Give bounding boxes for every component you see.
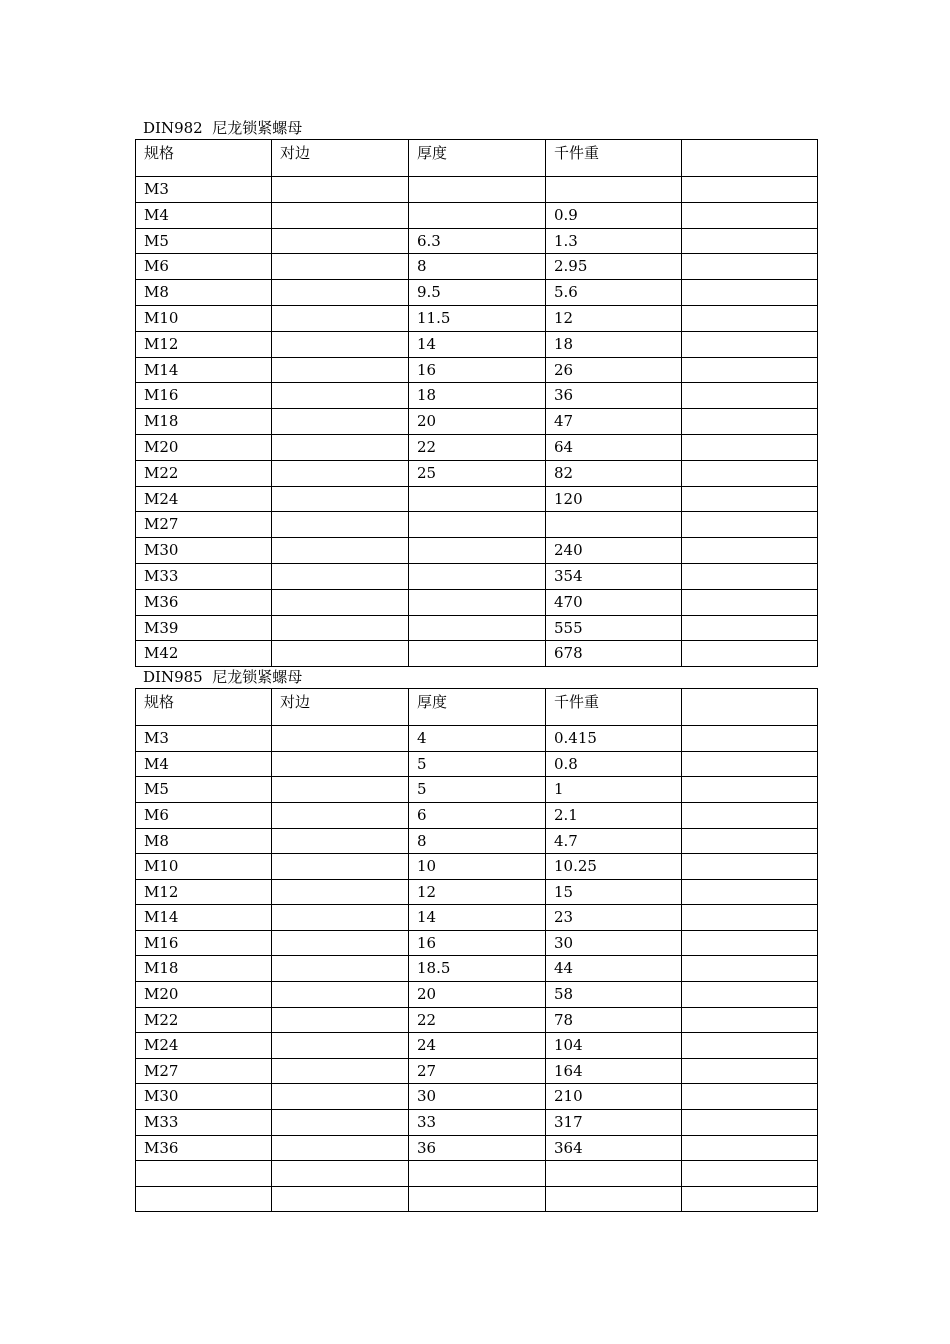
table-cell (272, 177, 409, 203)
table-cell (272, 982, 409, 1008)
table-cell: 23 (546, 905, 682, 931)
table-cell: 24 (409, 1033, 546, 1059)
table-cell: 470 (546, 589, 682, 615)
table-cell (272, 905, 409, 931)
table-cell (272, 802, 409, 828)
table-cell (272, 726, 409, 752)
table-cell: 27 (409, 1058, 546, 1084)
table-cell (272, 930, 409, 956)
table-cell (682, 357, 818, 383)
table-cell: 12 (546, 305, 682, 331)
table-cell (272, 305, 409, 331)
table-cell (409, 615, 546, 641)
table-cell: M18 (136, 409, 272, 435)
table-cell: 44 (546, 956, 682, 982)
table-cell (682, 177, 818, 203)
table-cell (546, 177, 682, 203)
table-cell (272, 460, 409, 486)
table-row (136, 409, 818, 435)
table-row (136, 1033, 818, 1059)
table-cell (682, 512, 818, 538)
table-cell: M24 (136, 486, 272, 512)
table-row (136, 460, 818, 486)
table-cell (272, 538, 409, 564)
table-cell (272, 777, 409, 803)
table-cell: M20 (136, 982, 272, 1008)
table-cell: M4 (136, 751, 272, 777)
table-cell: 678 (546, 641, 682, 667)
table-row (136, 879, 818, 905)
table-cell (272, 1186, 409, 1212)
table-cell (682, 486, 818, 512)
table-row (136, 254, 818, 280)
table-cell: M10 (136, 854, 272, 880)
table-cell: 36 (546, 383, 682, 409)
table-row (136, 615, 818, 641)
table-cell (682, 280, 818, 306)
table-row (136, 1007, 818, 1033)
table-cell (409, 486, 546, 512)
table-cell (272, 1135, 409, 1161)
table-cell (682, 409, 818, 435)
table-cell (682, 726, 818, 752)
table-cell: M20 (136, 434, 272, 460)
table-row (136, 538, 818, 564)
table-row (136, 751, 818, 777)
table-cell (272, 1058, 409, 1084)
header-cell: 厚度 (409, 140, 546, 177)
table-cell: M16 (136, 383, 272, 409)
table-row (136, 434, 818, 460)
table-cell: 26 (546, 357, 682, 383)
table-cell (682, 1186, 818, 1212)
header-cell (682, 689, 818, 726)
table-row (136, 357, 818, 383)
table-row (136, 228, 818, 254)
table-cell (409, 512, 546, 538)
table-cell: 2.95 (546, 254, 682, 280)
table-cell: 18 (546, 331, 682, 357)
table-cell: 8 (409, 828, 546, 854)
table-cell (272, 486, 409, 512)
table-row (136, 202, 818, 228)
table-cell (682, 956, 818, 982)
table-cell (546, 1161, 682, 1187)
table-cell: 4 (409, 726, 546, 752)
document-page (135, 118, 817, 1212)
table-cell (272, 357, 409, 383)
table-row (136, 828, 818, 854)
table-cell: M6 (136, 254, 272, 280)
table-cell: M8 (136, 828, 272, 854)
table-cell: 120 (546, 486, 682, 512)
table-cell (409, 563, 546, 589)
table-cell: 18 (409, 383, 546, 409)
table-cell: M3 (136, 177, 272, 203)
table-row (136, 177, 818, 203)
table-row (136, 280, 818, 306)
table-cell (272, 751, 409, 777)
table-cell: 33 (409, 1110, 546, 1136)
table-cell: 25 (409, 460, 546, 486)
table-cell (272, 254, 409, 280)
table-cell (682, 751, 818, 777)
table-cell (682, 905, 818, 931)
table-cell: M30 (136, 538, 272, 564)
table-cell (272, 202, 409, 228)
table-cell: 240 (546, 538, 682, 564)
table-cell (682, 305, 818, 331)
table-cell (682, 982, 818, 1008)
table-cell (682, 383, 818, 409)
table-cell: 78 (546, 1007, 682, 1033)
table-cell: M33 (136, 563, 272, 589)
table-cell (682, 930, 818, 956)
table-cell: 555 (546, 615, 682, 641)
table-cell: M27 (136, 1058, 272, 1084)
table-cell: 210 (546, 1084, 682, 1110)
spec-table-din982 (135, 139, 818, 667)
table-cell (682, 879, 818, 905)
table-cell (546, 1186, 682, 1212)
table-cell (682, 228, 818, 254)
table-cell (272, 434, 409, 460)
table-cell: 47 (546, 409, 682, 435)
table-cell: 12 (409, 879, 546, 905)
table-cell: M16 (136, 930, 272, 956)
table-header-row (136, 140, 818, 177)
table-cell: M18 (136, 956, 272, 982)
header-cell: 规格 (136, 689, 272, 726)
table-cell: 10 (409, 854, 546, 880)
table-cell (272, 409, 409, 435)
table-cell: 16 (409, 357, 546, 383)
table-cell (546, 512, 682, 538)
table-row (136, 802, 818, 828)
table-row (136, 956, 818, 982)
table-cell (682, 615, 818, 641)
table-cell (272, 383, 409, 409)
table-cell: 36 (409, 1135, 546, 1161)
table-cell: 14 (409, 905, 546, 931)
table-cell: M27 (136, 512, 272, 538)
table-cell (409, 1186, 546, 1212)
table-cell: 6.3 (409, 228, 546, 254)
table-cell: M39 (136, 615, 272, 641)
table-cell (682, 777, 818, 803)
table-row (136, 641, 818, 667)
table-cell: M10 (136, 305, 272, 331)
header-cell: 厚度 (409, 689, 546, 726)
table-cell (272, 1007, 409, 1033)
table-row (136, 982, 818, 1008)
table-cell (409, 641, 546, 667)
table-cell: 58 (546, 982, 682, 1008)
table-cell (272, 1161, 409, 1187)
table-cell: 30 (546, 930, 682, 956)
table-cell (272, 589, 409, 615)
header-cell: 对边 (272, 689, 409, 726)
table-row (136, 331, 818, 357)
table-cell (272, 854, 409, 880)
table-row (136, 777, 818, 803)
table-cell (272, 1033, 409, 1059)
table-cell (409, 589, 546, 615)
table-cell: M36 (136, 1135, 272, 1161)
table-cell: M30 (136, 1084, 272, 1110)
header-cell: 规格 (136, 140, 272, 177)
table-cell: 14 (409, 331, 546, 357)
table-cell (682, 1161, 818, 1187)
spec-table-din985 (135, 688, 818, 1212)
table-cell: M6 (136, 802, 272, 828)
header-cell: 千件重 (546, 689, 682, 726)
table-cell (682, 854, 818, 880)
table-cell: 22 (409, 1007, 546, 1033)
table-cell (682, 641, 818, 667)
table-cell (272, 1110, 409, 1136)
table-cell (272, 512, 409, 538)
table-cell: 20 (409, 409, 546, 435)
table-cell: 5 (409, 777, 546, 803)
table-cell: 364 (546, 1135, 682, 1161)
table-cell: 30 (409, 1084, 546, 1110)
table-cell: 22 (409, 434, 546, 460)
header-cell: 千件重 (546, 140, 682, 177)
table-cell: 0.8 (546, 751, 682, 777)
table-row (136, 305, 818, 331)
table-cell: M24 (136, 1033, 272, 1059)
table-cell (409, 177, 546, 203)
table-cell: 20 (409, 982, 546, 1008)
table-cell (272, 563, 409, 589)
table-cell: 317 (546, 1110, 682, 1136)
table-cell: M33 (136, 1110, 272, 1136)
table-cell (682, 434, 818, 460)
table-cell: 6 (409, 802, 546, 828)
table-cell: 82 (546, 460, 682, 486)
table-row (136, 1161, 818, 1187)
table-cell (682, 1084, 818, 1110)
table-title-din985: DIN985 尼龙锁紧螺母 (143, 668, 303, 687)
table-cell: 9.5 (409, 280, 546, 306)
table-cell (682, 1135, 818, 1161)
table-row (136, 930, 818, 956)
table-cell: 164 (546, 1058, 682, 1084)
table-cell (682, 254, 818, 280)
table-cell: M4 (136, 202, 272, 228)
table-cell: 8 (409, 254, 546, 280)
table-cell: M12 (136, 331, 272, 357)
table-cell: 354 (546, 563, 682, 589)
table-row (136, 383, 818, 409)
header-cell: 对边 (272, 140, 409, 177)
table-cell (682, 331, 818, 357)
table-cell (682, 460, 818, 486)
table-cell: M12 (136, 879, 272, 905)
table-cell: M3 (136, 726, 272, 752)
table-cell (682, 1033, 818, 1059)
table-cell: M8 (136, 280, 272, 306)
table-cell (272, 641, 409, 667)
table-row (136, 512, 818, 538)
table-cell (682, 1007, 818, 1033)
table-cell (272, 956, 409, 982)
table-cell (136, 1186, 272, 1212)
table-header-row (136, 689, 818, 726)
table-cell (682, 828, 818, 854)
table-cell (682, 589, 818, 615)
table-cell (682, 1110, 818, 1136)
table-cell: 18.5 (409, 956, 546, 982)
table-cell: M5 (136, 777, 272, 803)
table-cell (272, 828, 409, 854)
table-cell: 16 (409, 930, 546, 956)
table-cell (409, 202, 546, 228)
table-cell: 11.5 (409, 305, 546, 331)
table-cell: 1.3 (546, 228, 682, 254)
table-cell (272, 1084, 409, 1110)
table-cell: M22 (136, 1007, 272, 1033)
table-cell: M14 (136, 905, 272, 931)
table-cell (682, 563, 818, 589)
table-row (136, 905, 818, 931)
table-cell (682, 538, 818, 564)
table-cell (272, 331, 409, 357)
table-cell: M5 (136, 228, 272, 254)
table-cell: M14 (136, 357, 272, 383)
table-row (136, 589, 818, 615)
table-cell: 5 (409, 751, 546, 777)
table-cell: 5.6 (546, 280, 682, 306)
table-cell (682, 802, 818, 828)
table-cell: 4.7 (546, 828, 682, 854)
table-row (136, 1084, 818, 1110)
table-cell (272, 228, 409, 254)
table-cell (409, 538, 546, 564)
table-cell: 0.9 (546, 202, 682, 228)
table-row (136, 1186, 818, 1212)
table-row (136, 1110, 818, 1136)
table-cell (136, 1161, 272, 1187)
table-title-din982: DIN982 尼龙锁紧螺母 (143, 119, 303, 137)
table-row (136, 486, 818, 512)
table-cell (409, 1161, 546, 1187)
table-cell: 10.25 (546, 854, 682, 880)
table-cell: M22 (136, 460, 272, 486)
table-row (136, 854, 818, 880)
table-cell (272, 879, 409, 905)
header-cell (682, 140, 818, 177)
table-cell: 15 (546, 879, 682, 905)
table-cell (272, 280, 409, 306)
table-cell: M42 (136, 641, 272, 667)
table-cell: 64 (546, 434, 682, 460)
table-cell: 1 (546, 777, 682, 803)
table-row (136, 726, 818, 752)
table-cell: 0.415 (546, 726, 682, 752)
table-cell (682, 202, 818, 228)
table-cell: 104 (546, 1033, 682, 1059)
table-row (136, 1135, 818, 1161)
table-row (136, 1058, 818, 1084)
table-cell: M36 (136, 589, 272, 615)
table-cell (682, 1058, 818, 1084)
table-cell: 2.1 (546, 802, 682, 828)
table-cell (272, 615, 409, 641)
table-row (136, 563, 818, 589)
